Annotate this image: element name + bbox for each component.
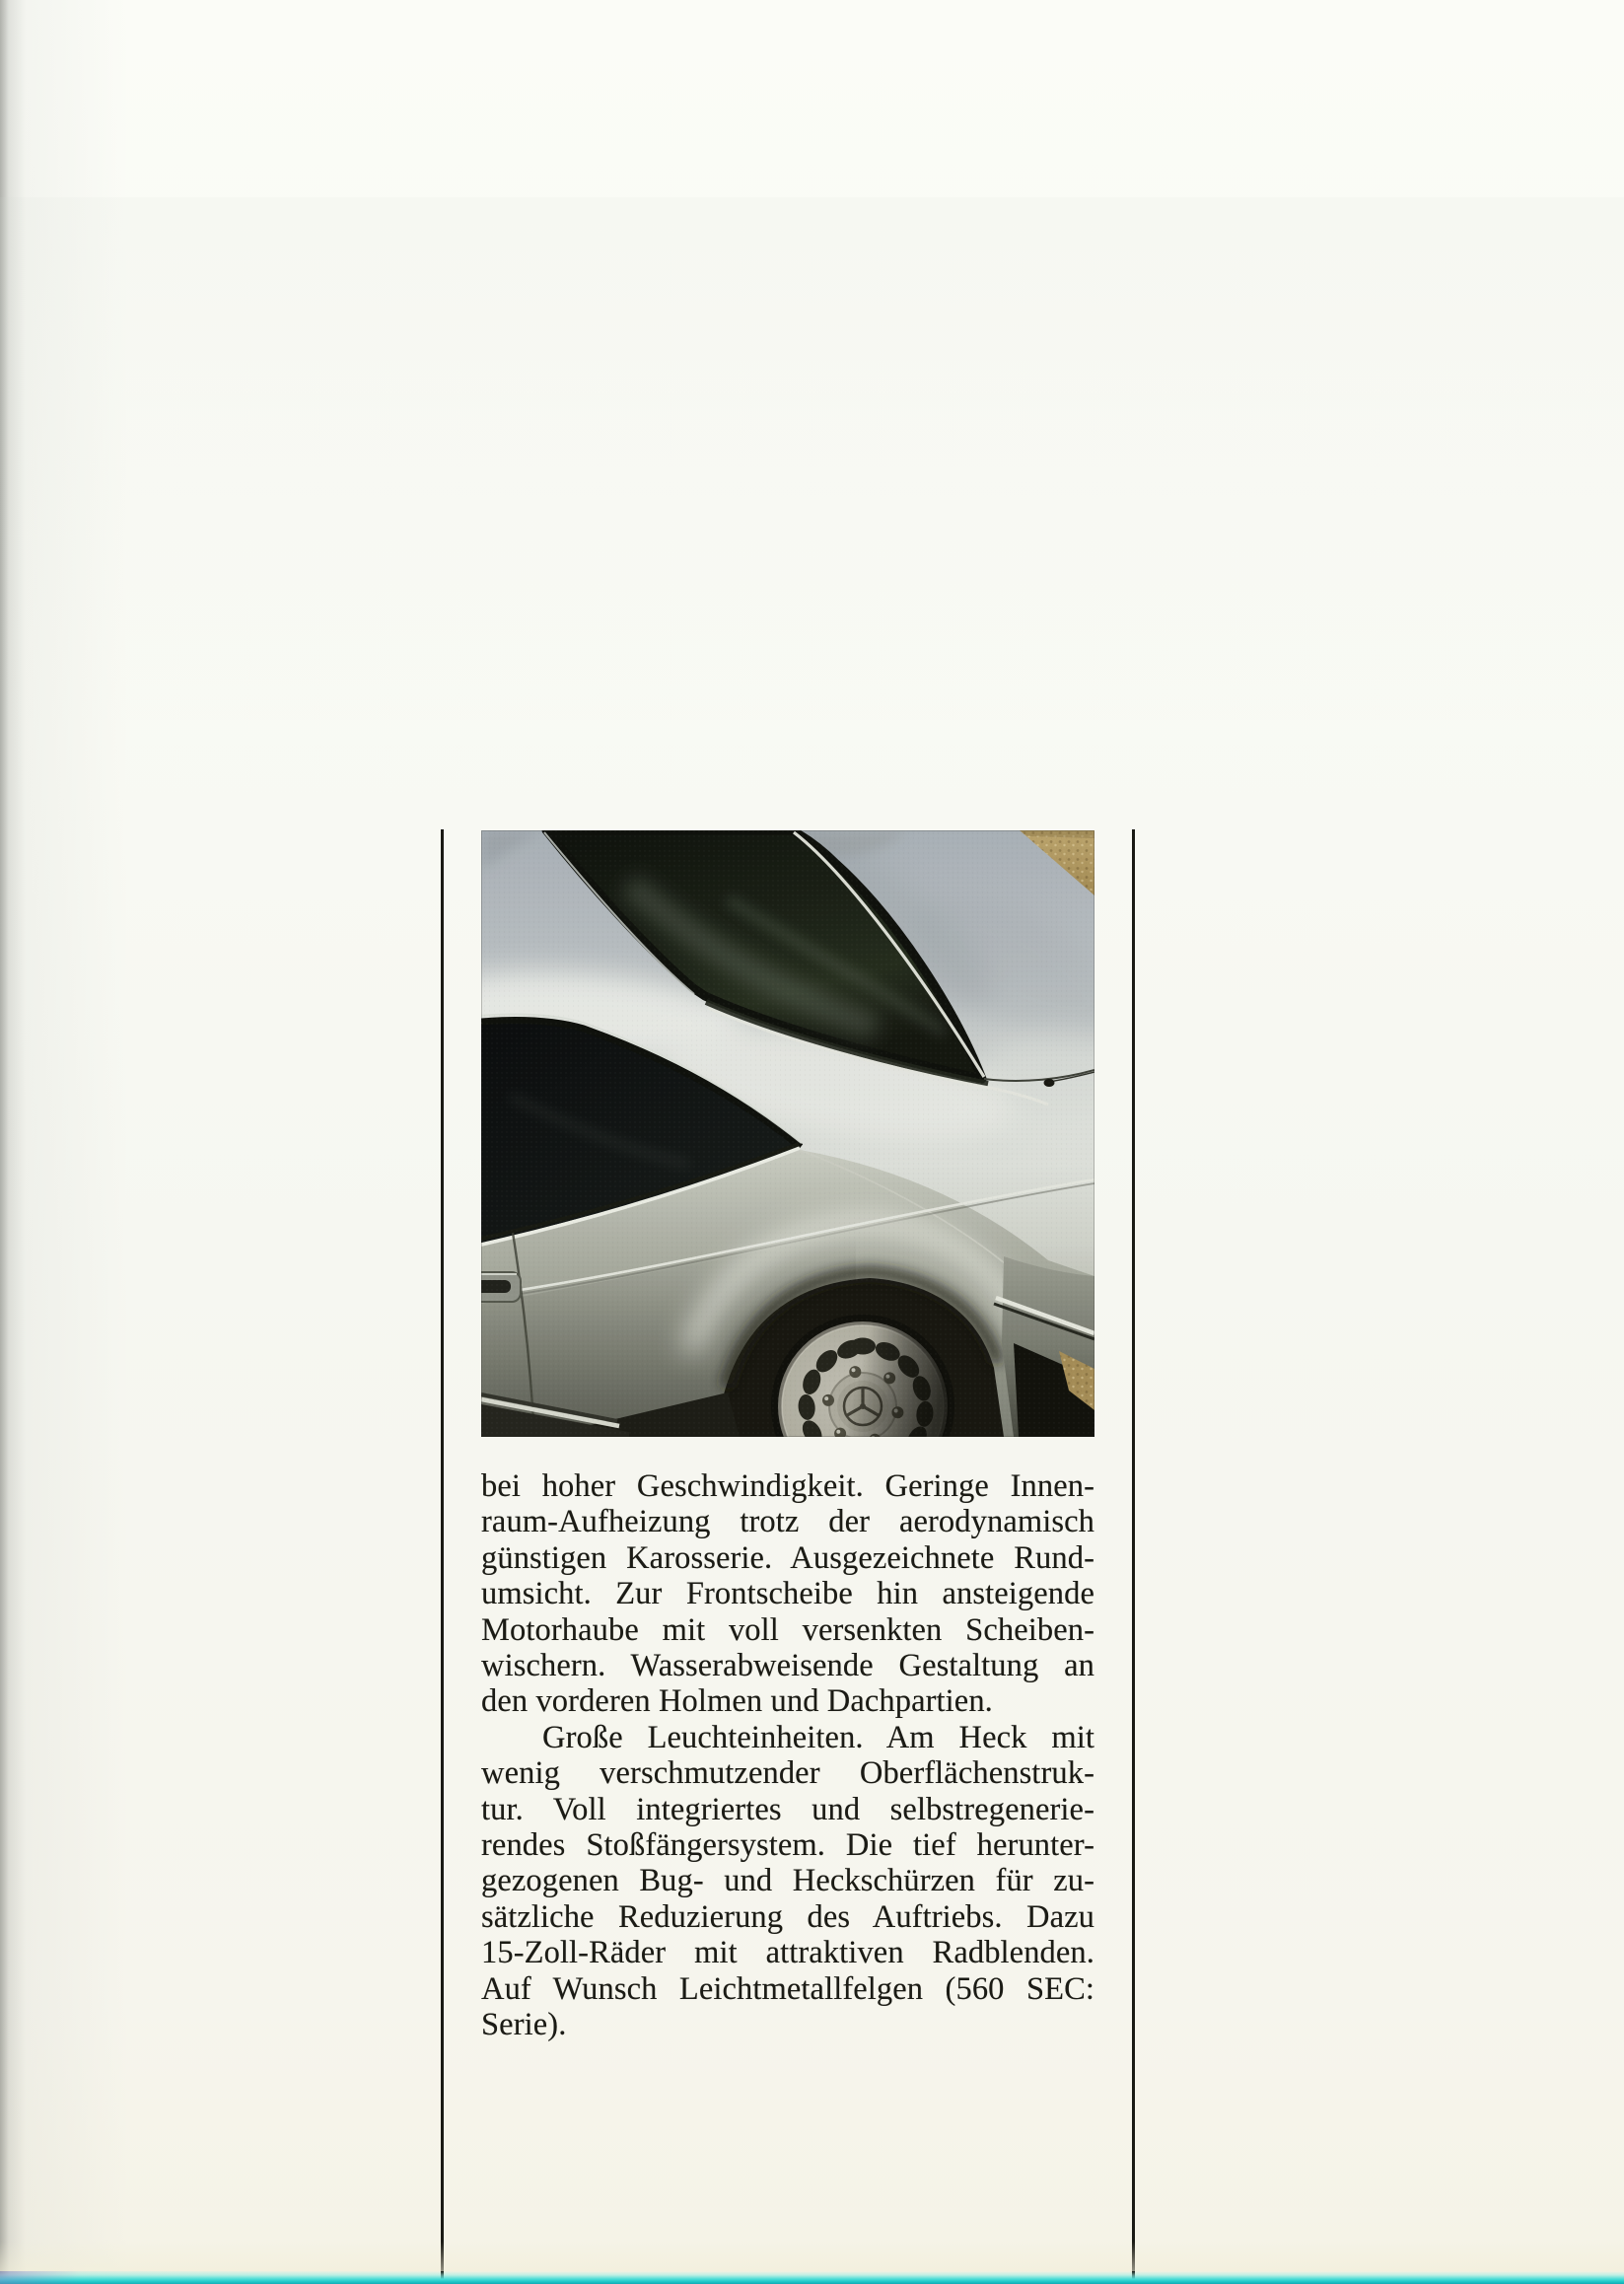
scan-warm-band [0, 2242, 1624, 2271]
text-line: günstigen Karosserie. Ausgezeichnete Rund- [481, 1539, 1094, 1576]
text-line: bei hoher Geschwindigkeit. Geringe Innen- [481, 1468, 1094, 1504]
text-line: wischern. Wasserabweisende Gestaltung an [481, 1648, 1094, 1684]
text-line: tur. Voll integriertes und selbstregenerie- [481, 1791, 1094, 1827]
text-line: Große Leuchteinheiten. Am Heck mit [542, 1719, 1094, 1755]
car-photo [481, 830, 1094, 1437]
text-line: umsicht. Zur Frontscheibe hin ansteigende [481, 1576, 1094, 1612]
text-line: rendes Stoßfängersystem. Die tief herunter- [481, 1827, 1094, 1864]
photo-cast [481, 830, 1094, 1437]
scan-artifact-stripe [0, 2271, 1624, 2284]
text-line: raum-Aufheizung trotz der aerodynamisch [481, 1504, 1094, 1540]
text-line: 15-Zoll-Räder mit attraktiven Radblenden. [481, 1935, 1094, 1971]
text-line: Motorhaube mit voll versenkten Scheiben- [481, 1611, 1094, 1648]
text-line: Auf Wunsch Leichtmetallfelgen (560 SEC: [481, 1970, 1094, 2007]
text-line: Serie). [481, 2007, 567, 2043]
column-rule-right [1132, 829, 1135, 2284]
column-rule-left [441, 829, 444, 2284]
text-line: wenig verschmutzender Oberflächenstruk- [481, 1755, 1094, 1792]
body-text [481, 1468, 1094, 2043]
text-line: den vorderen Holmen und Dachpartien. [481, 1683, 993, 1720]
text-line: gezogenen Bug- und Heckschürzen für zu- [481, 1863, 1094, 1899]
text-line: sätzliche Reduzierung des Auftriebs. Dazu [481, 1898, 1094, 1935]
